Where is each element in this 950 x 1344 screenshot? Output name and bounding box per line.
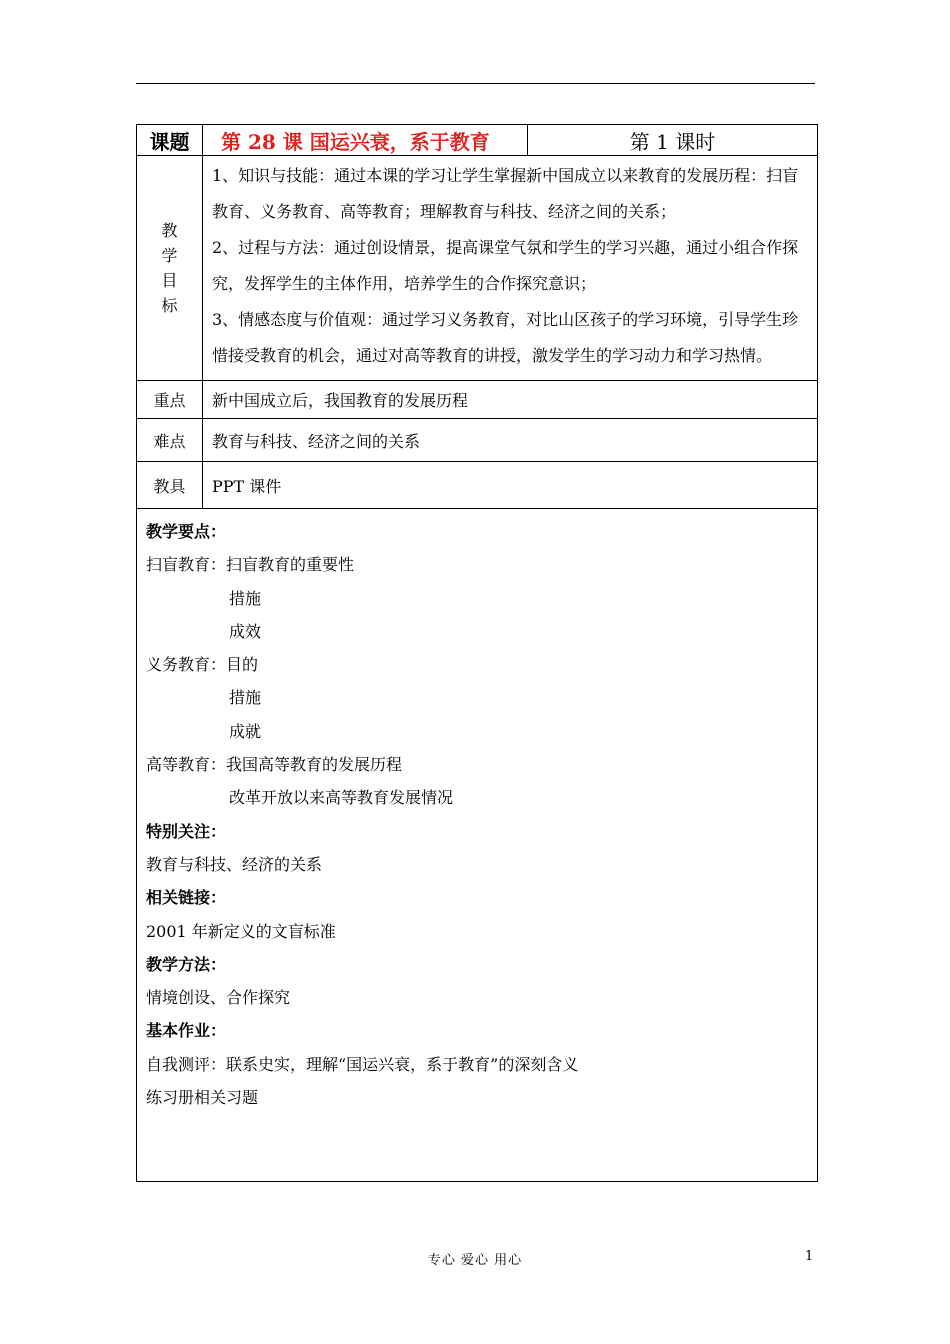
- goals-label: 教 学 目 标: [137, 156, 203, 381]
- key-point-label: 重点: [137, 381, 203, 419]
- lesson-title: 第 28 课 国运兴衰，系于教育: [203, 125, 528, 156]
- attention-text: 教育与科技、经济的关系: [146, 854, 323, 874]
- compulsory-item: 目的: [226, 655, 259, 675]
- literacy-row: [146, 548, 809, 581]
- lesson-period: 第 1 课时: [528, 125, 818, 156]
- difficulty-label: 难点: [137, 419, 203, 462]
- footer-motto: 专心 爱心 用心: [427, 1253, 523, 1268]
- tools-text: PPT 课件: [203, 462, 818, 509]
- heading-teaching-points: 教学要点：: [146, 522, 227, 541]
- methods-text: 情境创设、合作探究: [146, 988, 291, 1008]
- teaching-content: [137, 509, 818, 1182]
- goal-attitude: 3、情感态度与价值观：通过学习义务教育，对比山区孩子的学习环境，引导学生珍惜接受教育的机会，通过对高等教育的讲授，激发学生的学习动力和学习热情。: [212, 310, 799, 365]
- difficulty-text: 教育与科技、经济之间的关系: [203, 419, 818, 462]
- heading-teaching-methods: 教学方法：: [146, 954, 227, 974]
- heading-homework: 基本作业：: [146, 1021, 227, 1041]
- title-label: 课题: [137, 125, 203, 156]
- lesson-plan-table: [136, 124, 818, 1182]
- goal-knowledge: 1、知识与技能：通过本课的学习让学生掌握新中国成立以来教育的发展历程：扫盲教育、义务教育、高等教育；理解教育与科技、经济之间的关系；: [212, 166, 799, 221]
- compulsory-item: 成就: [229, 721, 262, 741]
- heading-related-links: 相关链接：: [146, 888, 227, 908]
- homework-item: 自我测评：联系史实，理解“国运兴衰，系于教育”的深刻含义: [146, 1054, 579, 1074]
- higher-item: 我国高等教育的发展历程: [226, 755, 403, 775]
- higher-item: 改革开放以来高等教育发展情况: [229, 788, 454, 808]
- homework-item: 练习册相关习题: [146, 1088, 259, 1108]
- links-text: 2001 年新定义的文盲标准: [146, 921, 336, 941]
- tools-label: 教具: [137, 462, 203, 509]
- compulsory-row: [146, 648, 809, 681]
- heading-special-attention: 特别关注：: [146, 821, 227, 841]
- header-rule: [136, 83, 815, 84]
- compulsory-item: 措施: [229, 688, 262, 708]
- key-point-text: 新中国成立后，我国教育的发展历程: [203, 381, 818, 419]
- compulsory-label: 义务教育：: [146, 655, 227, 675]
- higher-label: 高等教育：: [146, 755, 227, 775]
- literacy-label: 扫盲教育：: [146, 555, 227, 575]
- literacy-item: 成效: [229, 621, 262, 641]
- page-number: 1: [805, 1249, 814, 1264]
- higher-row: [146, 748, 809, 781]
- goal-process: 2、过程与方法：通过创设情景，提高课堂气氛和学生的学习兴趣，通过小组合作探究，发挥学生的主体作用，培养学生的合作探究意识；: [212, 238, 799, 293]
- goals-content: [203, 156, 818, 381]
- literacy-item: 措施: [229, 588, 262, 608]
- literacy-item: 扫盲教育的重要性: [226, 555, 355, 575]
